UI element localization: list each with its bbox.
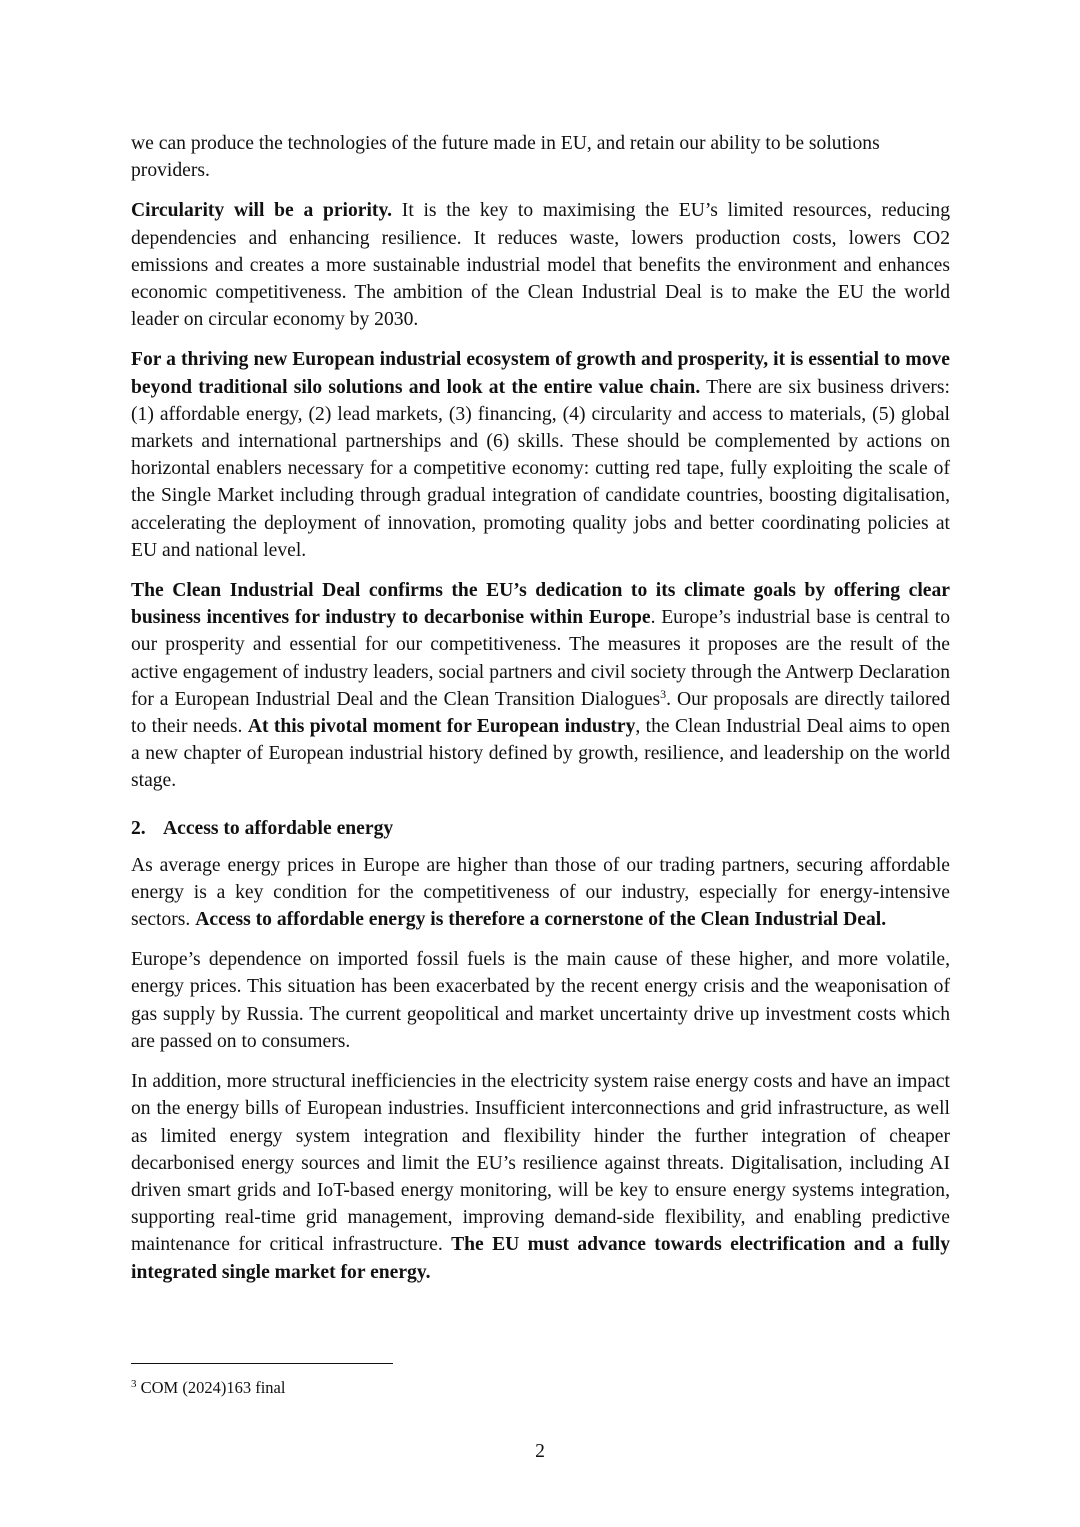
intro-paragraphs: [131, 130, 950, 795]
paragraph: [131, 130, 950, 184]
text-run: we can produce the technologies of the future made in EU, and retain our ability to be solutions providers.: [131, 133, 880, 182]
paragraph: [131, 1068, 950, 1286]
bold-text: Circularity will be a priority.: [131, 200, 393, 222]
footnote-separator: [131, 1363, 393, 1364]
footnote-reference: 3: [660, 686, 667, 701]
text-run: There are six business drivers: (1) affordable energy, (2) lead markets, (3) financing, (4) circularity and access to materials, (5) global markets and international partnerships and (6) skills. These should be complemented by actions on horizontal enablers necessary for a competitive economy: cutting red tape, fully exploiting the scale of the Single Market including through gradual integration of candidate countries, boosting digitalisation, accelerating the deployment of innovation, promoting quality jobs and better coordinating policies at EU and national level.: [131, 376, 951, 561]
paragraph: [131, 946, 950, 1055]
paragraph: [131, 346, 950, 564]
footnote: [131, 1377, 285, 1399]
section-heading: [131, 815, 950, 842]
section-number: 2.: [131, 817, 146, 839]
text-run: As average energy prices in Europe are higher than those of our trading partners, securing affordable energy is a key condition for the competitiveness of our industry, especially for energy-intensive sectors.: [131, 854, 950, 931]
bold-text: The Clean Industrial Deal confirms the EU’s dedication to its climate goals by offering clear business incentives for industry to decarbonise within Europe: [131, 580, 950, 629]
page-number: 2: [535, 1441, 545, 1462]
document-body: [131, 130, 950, 1299]
bold-text: For a thriving new European industrial ecosystem of growth and prosperity, it is essential to move beyond traditional silo solutions and look at the entire value chain.: [131, 349, 950, 398]
section-paragraphs: [131, 852, 950, 1286]
paragraph: [131, 852, 950, 934]
bold-text: The EU must advance towards electrification and a fully integrated single market for energy.: [131, 1234, 950, 1283]
paragraph: [131, 197, 950, 333]
footnote-text: COM (2024)163 final: [136, 1378, 286, 1397]
bold-text: At this pivotal moment for European industry: [247, 716, 636, 738]
bold-text: Access to affordable energy is therefore a cornerstone of the Clean Industrial Deal.: [195, 909, 887, 931]
footnote-marker: 3: [131, 1378, 137, 1390]
text-run: It is the key to maximising the EU’s limited resources, reducing dependencies and enhancing resilience. It reduces waste, lowers production costs, lowers CO2 emissions and creates a more sustainable industrial model that benefits the environment and enhances economic competitiveness. The ambition of the Clean Industrial Deal is to make the EU the world leader on circular economy by 2030.: [131, 200, 951, 331]
text-run: Europe’s dependence on imported fossil fuels is the main cause of these higher, and more volatile, energy prices. This situation has been exacerbated by the recent energy crisis and the weaponisation of gas supply by Russia. The current geopolitical and market uncertainty drive up investment costs which are passed on to consumers.: [131, 949, 950, 1052]
text-run: . Our proposals are directly tailored to their needs.: [131, 688, 950, 738]
text-run: . Europe’s industrial base is central to our prosperity and essential for our competitiveness. The measures it proposes are the result of the active engagement of industry leaders, social partners and civil society through the Antwerp Declaration for a European Industrial Deal and the Clean Transition Dialogues: [131, 607, 951, 710]
paragraph: [131, 577, 950, 795]
text-run: In addition, more structural inefficiencies in the electricity system raise energy costs and have an impact on the energy bills of European industries. Insufficient interconnections and grid infrastructure, as well as limited energy system integration and flexibility hinder the further integration of cheaper decarbonised energy sources and limit the EU’s resilience against threats. Digitalisation, including AI driven smart grids and IoT-based energy monitoring, will be key to ensure energy systems integration, supporting real-time grid management, improving demand-side flexibility, and enabling predictive maintenance for critical infrastructure.: [131, 1071, 950, 1256]
text-run: , the Clean Industrial Deal aims to open a new chapter of European industrial history defined by growth, resilience, and leadership on the world stage.: [131, 716, 951, 792]
section-title: Access to affordable energy: [163, 817, 394, 839]
